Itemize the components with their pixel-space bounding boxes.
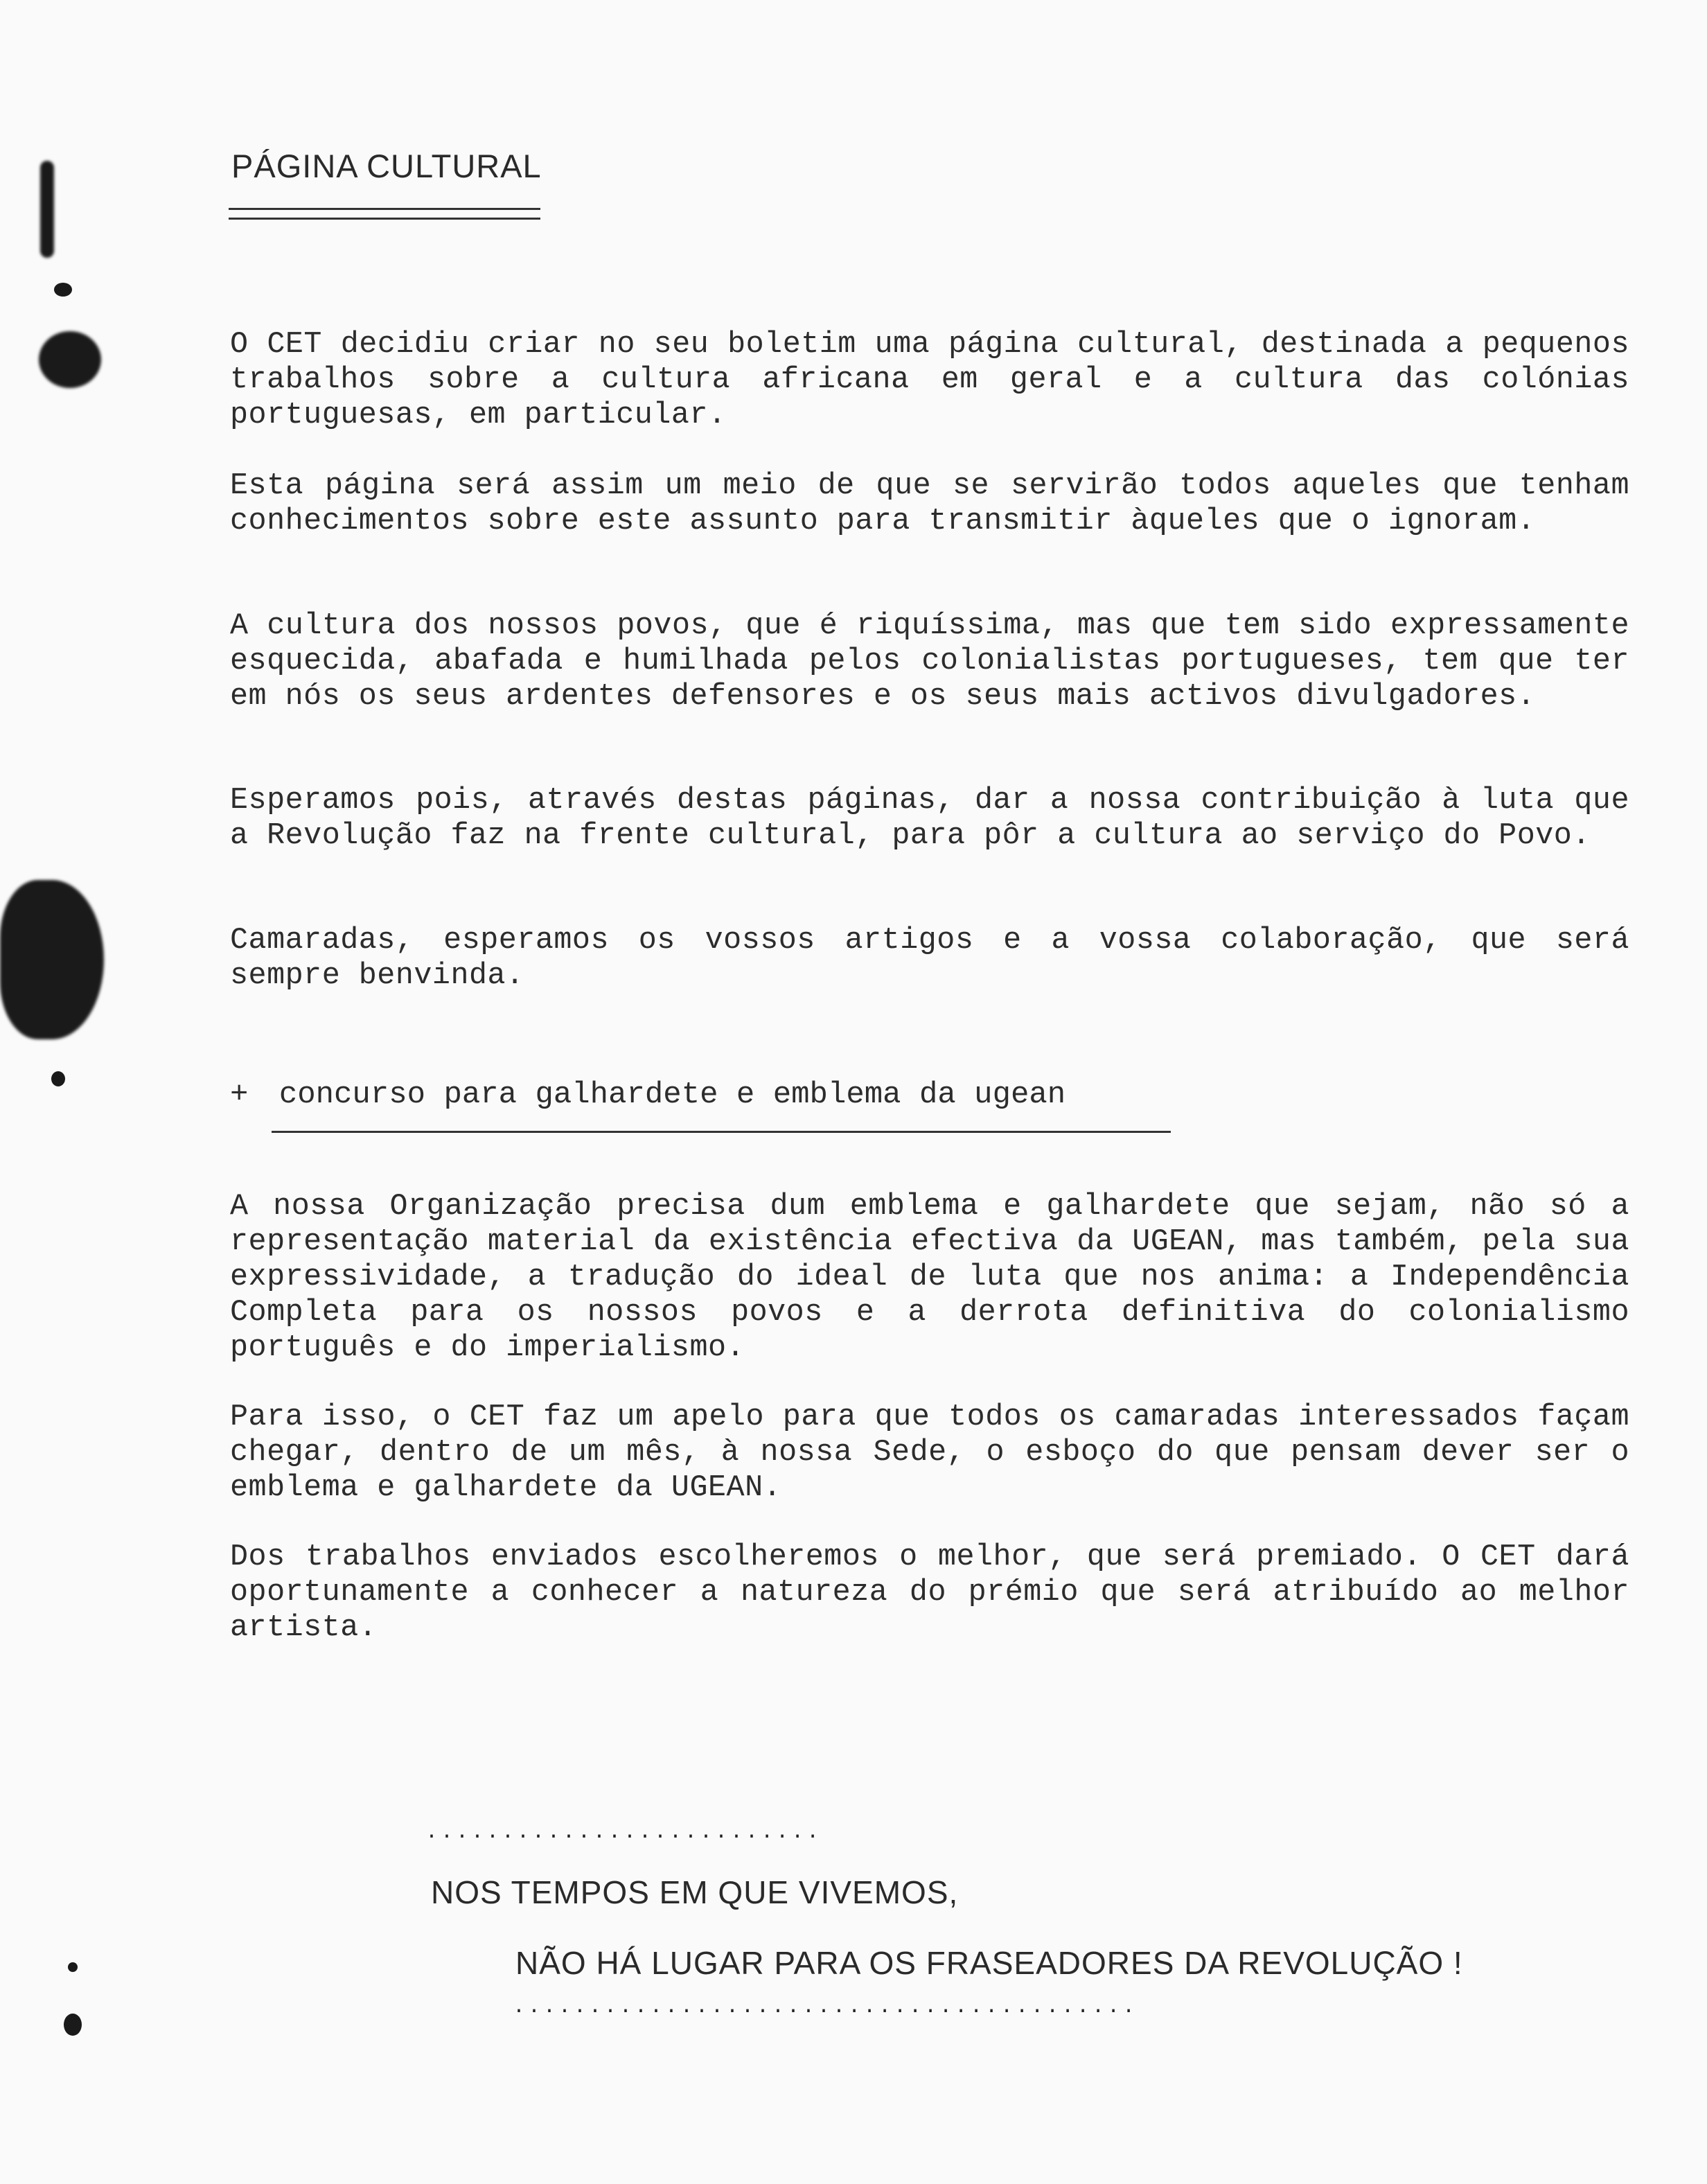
section-heading bbox=[230, 1077, 1065, 1113]
ink-blot-margin bbox=[0, 880, 104, 1039]
dotted-rule-bottom: ......................................... bbox=[513, 1996, 1138, 2019]
paragraph-intro-2: Esta página será assim um meio de que se servirão todos aqueles que tenham conhecimentos sobre este assunto para transmitir àqueles que o ignoram. bbox=[230, 469, 1629, 538]
paragraph-intro-3: A cultura dos nossos povos, que é riquíssima, mas que tem sido expressamente esquecida, abafada e humilhada pelos colonialistas portugueses, tem que ter em nós os seus ardentes defensores e os seus mais activos divulgadores. bbox=[230, 609, 1629, 714]
slogan-line-1: NOS TEMPOS EM QUE VIVEMOS, bbox=[431, 1874, 959, 1910]
paragraph-intro-5: Camaradas, esperamos os vossos artigos e a vossa colaboração, que será sempre benvinda. bbox=[230, 924, 1629, 993]
paragraph-contest-1: A nossa Organização precisa dum emblema e galhardete que sejam, não só a representação material da existência efectiva da UGEAN, mas também, pela sua expressividade, a tradução do ideal de luta que nos anima: a Independência Completa para os nossos povos e a derrota definitiva do colonialismo português e do imperialismo. bbox=[230, 1190, 1629, 1365]
punch-hole-small-1 bbox=[54, 283, 72, 297]
punch-hole-small-4 bbox=[64, 2014, 82, 2036]
page-title: PÁGINA CULTURAL bbox=[231, 148, 542, 184]
section-bullet: + bbox=[230, 1077, 249, 1112]
dotted-rule-top: .......................... bbox=[425, 1821, 822, 1844]
scan-mark-top bbox=[40, 161, 54, 258]
paragraph-intro-4: Esperamos pois, através destas páginas, dar a nossa contribuição à luta que a Revolução faz na frente cultural, para pôr a cultura ao serviço do Povo. bbox=[230, 784, 1629, 853]
slogan-line-2: NÃO HÁ LUGAR PARA OS FRASEADORES DA REVOLUÇÃO ! bbox=[515, 1945, 1463, 1981]
punch-hole-small-2 bbox=[51, 1071, 65, 1086]
title-underline bbox=[229, 208, 540, 210]
section-title: concurso para galhardete e emblema da ugean bbox=[278, 1077, 1066, 1112]
paragraph-contest-3: Dos trabalhos enviados escolheremos o melhor, que será premiado. O CET dará oportunamente a conhecer a natureza do prémio que será atribuído ao melhor artista. bbox=[230, 1540, 1629, 1645]
punch-hole-small-3 bbox=[68, 1962, 78, 1972]
punch-hole-large bbox=[39, 331, 101, 388]
section-underline bbox=[272, 1131, 1171, 1133]
paragraph-contest-2: Para isso, o CET faz um apelo para que todos os camaradas interessados façam chegar, dentro de um mês, à nossa Sede, o esboço do que pensam dever ser o emblema e galhardete da UGEAN. bbox=[230, 1400, 1629, 1505]
paragraph-intro-1: O CET decidiu criar no seu boletim uma página cultural, destinada a pequenos trabalhos sobre a cultura africana em geral e a cultura das colónias portuguesas, em particular. bbox=[230, 328, 1629, 432]
title-underline-double bbox=[229, 218, 540, 220]
